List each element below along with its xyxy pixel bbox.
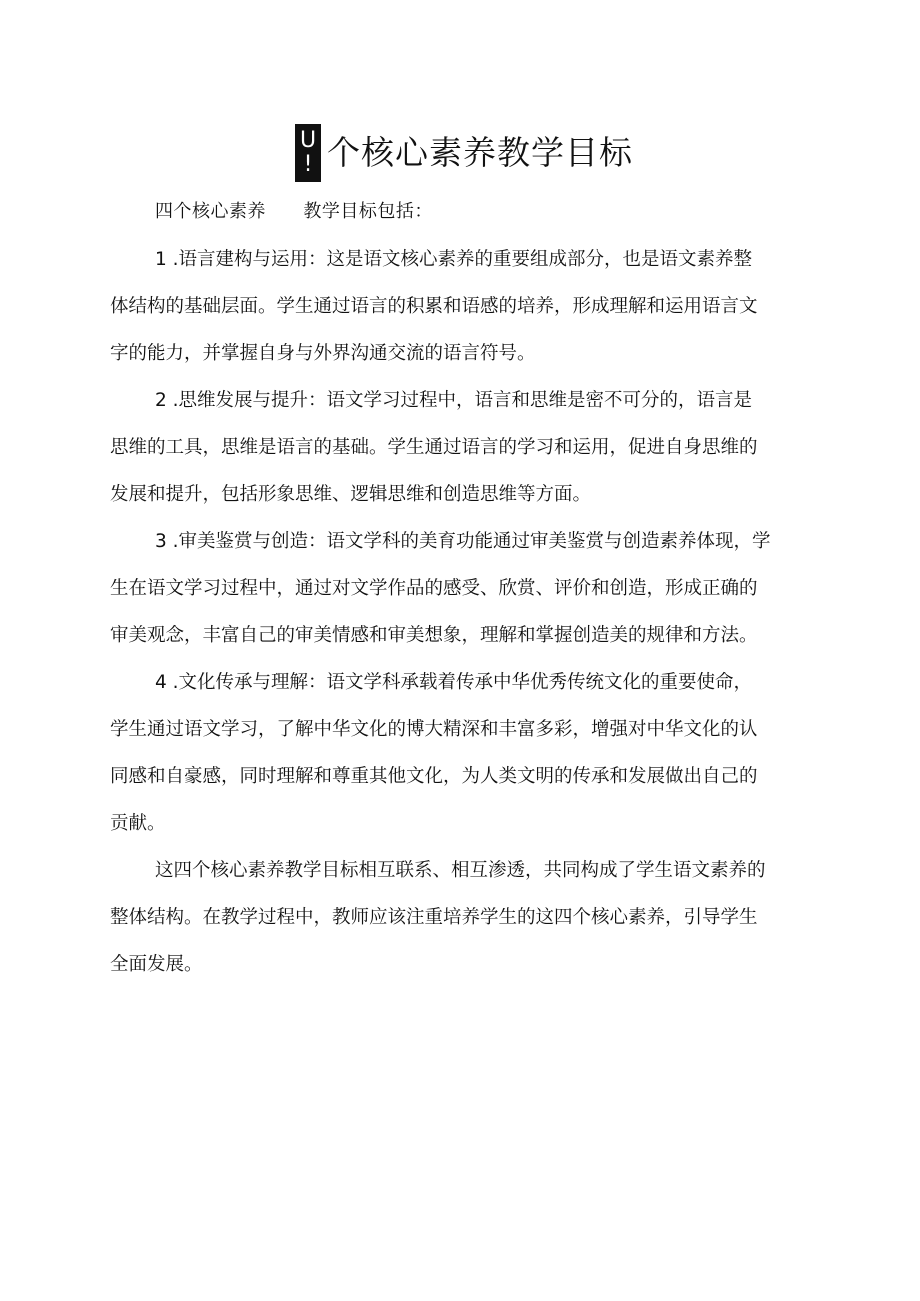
paragraph-line: 3 .审美鉴赏与创造：语文学科的美育功能通过审美鉴赏与创造素养体现，学 <box>155 531 771 552</box>
paragraph-line: 学生通过语文学习，了解中华文化的博大精深和丰富多彩，增强对中华文化的认 <box>110 719 758 740</box>
paragraph-5 <box>110 847 830 988</box>
paragraph-line: 2 .思维发展与提升：语文学习过程中，语言和思维是密不可分的，语言是 <box>155 390 753 411</box>
paragraph-line: 全面发展。 <box>110 954 203 975</box>
paragraph-line: 1 .语言建构与运用：这是语文核心素养的重要组成部分，也是语文素养整 <box>155 249 753 270</box>
paragraph-4 <box>110 659 830 847</box>
title-badge-top: U <box>299 128 317 153</box>
paragraph-3 <box>110 518 830 659</box>
intro-line: 四个核心素养 教学目标包括： <box>155 201 433 222</box>
paragraph-line: 生在语文学习过程中，通过对文学作品的感受、欣赏、评价和创造，形成正确的 <box>110 578 758 599</box>
paragraph-line: 体结构的基础层面。学生通过语言的积累和语感的培养，形成理解和运用语言文 <box>110 296 758 317</box>
paragraph-line: 审美观念，丰富自己的审美情感和审美想象，理解和掌握创造美的规律和方法。 <box>110 625 758 646</box>
paragraph-line: 同感和自豪感，同时理解和尊重其他文化，为人类文明的传承和发展做出自己的 <box>110 766 758 787</box>
page-title: 个核心素养教学目标 <box>327 133 633 172</box>
title-badge <box>295 124 321 182</box>
paragraph-line: 整体结构。在教学过程中，教师应该注重培养学生的这四个核心素养，引导学生 <box>110 907 758 928</box>
paragraph-line: 这四个核心素养教学目标相互联系、相互渗透，共同构成了学生语文素养的 <box>155 860 766 881</box>
paragraph-line: 贡献。 <box>110 813 166 834</box>
title-badge-bottom: ! <box>303 152 313 177</box>
paragraph-1 <box>110 236 830 377</box>
paragraph-2 <box>110 377 830 518</box>
paragraph-line: 4 .文化传承与理解：语文学科承载着传承中华优秀传统文化的重要使命， <box>155 672 753 693</box>
paragraph-line: 思维的工具，思维是语言的基础。学生通过语言的学习和运用，促进自身思维的 <box>110 437 758 458</box>
paragraph-line: 发展和提升，包括形象思维、逻辑思维和创造思维等方面。 <box>110 484 592 505</box>
title-container <box>295 124 633 182</box>
paragraph-line: 字的能力，并掌握自身与外界沟通交流的语言符号。 <box>110 343 536 364</box>
title-row <box>0 124 920 182</box>
